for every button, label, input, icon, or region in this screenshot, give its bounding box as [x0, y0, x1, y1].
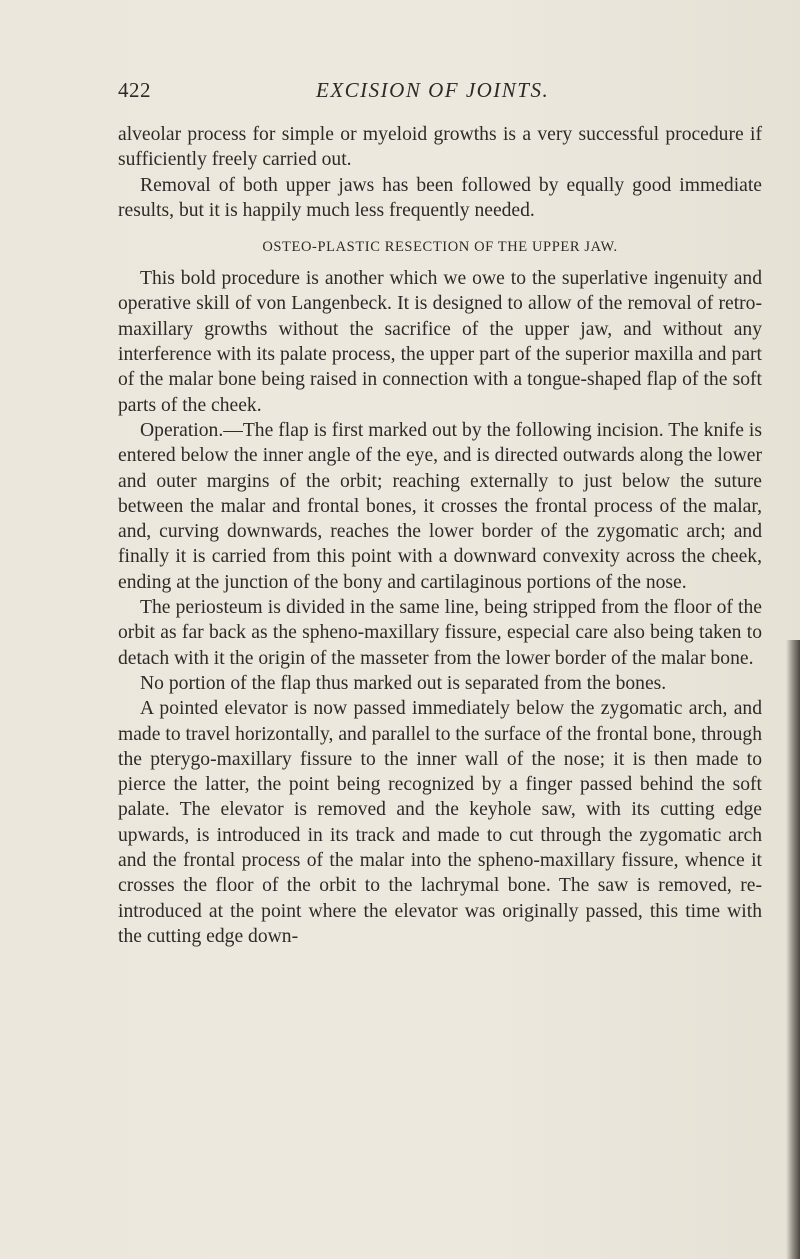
page-edge-shadow — [786, 640, 800, 1259]
body-text — [118, 122, 762, 949]
paragraph: Operation.—The flap is first marked out by the following incision. The knife is entered below the inner angle of the eye, and is directed outwards along the lower and outer margins of the orbit; reaching externally to just below the suture between the malar and frontal bones, it crosses the frontal process of the malar, and, curving downwards, reaches the lower border of the zygomatic arch; and finally it is carried from this point with a downward convexity across the cheek, ending at the junction of the bony and cartilaginous portions of the nose. — [118, 419, 762, 593]
running-head — [118, 78, 738, 108]
paragraph: This bold procedure is another which we owe to the superlative ingenuity and operative skill of von Langenbeck. It is designed to allow of the removal of retro-maxillary growths without the sacrifice of the upper jaw, and without any interference with its palate process, the upper part of the superior maxilla and part of the malar bone being raised in connection with a tongue-shaped flap of the soft parts of the cheek. — [118, 268, 762, 416]
paragraph: Removal of both upper jaws has been followed by equally good immediate results, but it is happily much less frequently needed. — [118, 174, 762, 221]
page-number: 422 — [118, 78, 151, 102]
paragraph: The periosteum is divided in the same line, being stripped from the floor of the orbit as far back as the spheno-maxillary fissure, especial care also being taken to detach with it the origin of the masseter from the lower border of the malar bone. — [118, 597, 762, 669]
paragraph: A pointed elevator is now passed immediately below the zygomatic arch, and made to travel horizontally, and parallel to the surface of the frontal bone, through the pterygo-maxillary fissure to the inner wall of the nose; it is then made to pierce the latter, the point being recognized by a finger passed behind the soft palate. The elevator is removed and the keyhole saw, with its cutting edge upwards, is introduced in its track and made to cut through the zygomatic arch and the frontal process of the malar into the spheno-maxillary fissure, whence it crosses the floor of the orbit to the lachrymal bone. The saw is removed, re-introduced at the point where the elevator was originally passed, this time with the cutting edge down- — [118, 698, 762, 947]
section-heading: OSTEO-PLASTIC RESECTION OF THE UPPER JAW. — [262, 239, 618, 256]
paragraph: No portion of the flap thus marked out is separated from the bones. — [140, 672, 667, 694]
running-head-title: EXCISION OF JOINTS. — [316, 78, 550, 102]
paragraph: alveolar process for simple or myeloid growths is a very successful procedure if sufficiently freely carried out. — [118, 124, 762, 171]
